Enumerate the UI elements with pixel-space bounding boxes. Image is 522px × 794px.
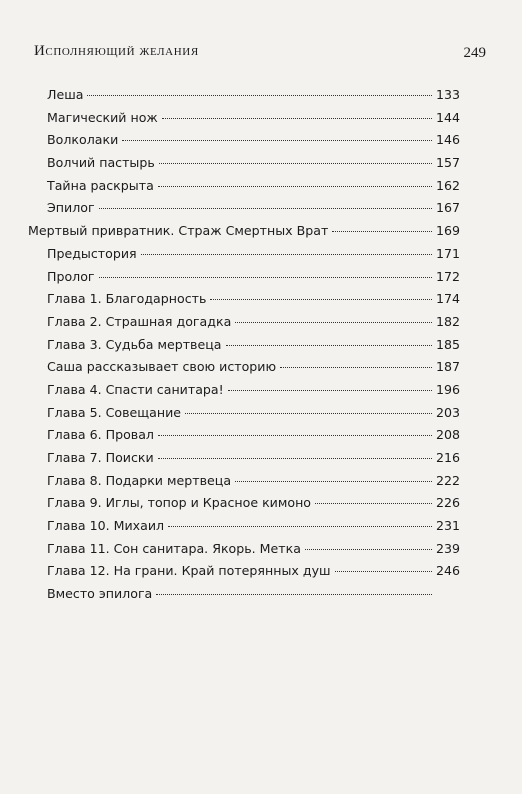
toc-entry-title: Волколаки xyxy=(47,132,119,148)
toc-entry-title: Глава 6. Провал xyxy=(47,427,154,443)
toc-entry xyxy=(28,473,460,496)
toc-entry xyxy=(28,269,460,292)
dot-leader xyxy=(280,367,432,368)
toc-entry-title: Предыстория xyxy=(47,245,137,261)
toc-entry-title: Эпилог xyxy=(47,200,95,216)
toc-entry-title: Саша рассказывает свою историю xyxy=(47,359,277,375)
toc-entry-page: 196 xyxy=(435,381,460,397)
toc-entry-title: Мертвый привратник. Страж Смертных Врат xyxy=(28,223,329,239)
toc-entry-title: Глава 8. Подарки мертвеца xyxy=(47,472,232,488)
toc-entry xyxy=(28,518,460,541)
dot-leader xyxy=(228,390,432,391)
toc-entry xyxy=(28,178,460,201)
dot-leader xyxy=(185,413,432,414)
dot-leader xyxy=(235,322,432,323)
dot-leader xyxy=(210,299,432,300)
dot-leader xyxy=(158,458,432,459)
dot-leader xyxy=(168,526,432,527)
dot-leader xyxy=(159,163,432,164)
dot-leader xyxy=(226,345,432,346)
running-title: Исполняющий желания xyxy=(34,43,199,59)
toc-entry-page: 172 xyxy=(435,268,460,284)
toc-entry-title: Глава 1. Благодарность xyxy=(47,291,207,307)
toc-entry-page: 167 xyxy=(435,200,460,216)
dot-leader xyxy=(332,231,432,232)
toc-entry xyxy=(28,132,460,155)
toc-entry-page: 133 xyxy=(435,87,460,102)
toc-entry-page: 239 xyxy=(435,540,460,556)
toc-entry-title: Магический нож xyxy=(47,109,158,125)
dot-leader xyxy=(99,208,432,209)
toc-entry xyxy=(28,337,460,360)
toc-entry-page: 203 xyxy=(435,404,460,420)
toc-entry xyxy=(28,155,460,178)
toc-entry xyxy=(28,495,460,518)
toc-entry-title: Глава 7. Поиски xyxy=(47,450,154,465)
dot-leader xyxy=(305,549,432,550)
toc-entry-page: 246 xyxy=(435,563,460,579)
toc-entry-title: Вместо эпилога xyxy=(47,586,153,602)
dot-leader xyxy=(315,503,432,504)
toc-entry xyxy=(28,450,460,473)
dot-leader xyxy=(335,571,432,572)
toc-entry-title: Тайна раскрыта xyxy=(47,177,154,193)
toc-entry xyxy=(28,359,460,382)
toc-entry-page: 222 xyxy=(435,472,460,488)
dot-leader xyxy=(235,481,432,482)
dot-leader xyxy=(99,277,432,278)
toc-entry xyxy=(28,382,460,405)
toc-entry-title: Леша xyxy=(47,87,84,102)
toc-entry-page: 174 xyxy=(435,291,460,307)
toc-entry-title: Глава 3. Судьба мертвеца xyxy=(47,336,222,352)
toc-entry-page: 157 xyxy=(435,155,460,171)
toc-entry-title: Волчий пастырь xyxy=(47,155,155,171)
toc-entry xyxy=(28,246,460,269)
toc-entry xyxy=(28,427,460,450)
dot-leader xyxy=(158,435,432,436)
toc-entry-title: Глава 12. На грани. Край потерянных душ xyxy=(47,563,331,579)
toc-entry xyxy=(28,200,460,223)
toc-entry xyxy=(28,223,460,246)
toc-entry-title: Глава 10. Михаил xyxy=(47,518,165,534)
page-header xyxy=(34,43,486,65)
toc-entry-title: Глава 9. Иглы, топор и Красное кимоно xyxy=(47,495,312,511)
toc-entry xyxy=(28,586,460,609)
toc-entry-title: Глава 11. Сон санитара. Якорь. Метка xyxy=(47,540,301,556)
dot-leader xyxy=(122,140,432,141)
toc-entry xyxy=(28,291,460,314)
toc-entry-title: Глава 2. Страшная догадка xyxy=(47,313,232,329)
page-number: 249 xyxy=(463,45,486,61)
toc-entry xyxy=(28,87,460,110)
toc-entry-page: 169 xyxy=(435,223,460,239)
dot-leader xyxy=(141,254,432,255)
dot-leader xyxy=(162,118,432,119)
dot-leader xyxy=(87,95,431,96)
toc-entry-title: Глава 5. Совещание xyxy=(47,404,182,420)
dot-leader xyxy=(156,594,432,595)
toc-entry xyxy=(28,314,460,337)
toc-entry xyxy=(28,405,460,428)
toc-entry xyxy=(28,541,460,564)
toc-entry-page: 208 xyxy=(435,427,460,443)
toc-entry xyxy=(28,563,460,586)
toc-entry-title: Пролог xyxy=(47,268,95,284)
toc-entry-page: 171 xyxy=(435,245,460,261)
toc-entry-page: 144 xyxy=(435,109,460,125)
toc-entry-page: 226 xyxy=(435,495,460,511)
table-of-contents xyxy=(28,87,460,609)
toc-entry-page: 146 xyxy=(435,132,460,148)
toc-entry-page: 216 xyxy=(435,450,460,465)
toc-entry-page: 182 xyxy=(435,313,460,329)
toc-entry-page: 185 xyxy=(435,336,460,352)
toc-entry-page: 162 xyxy=(435,177,460,193)
dot-leader xyxy=(158,186,432,187)
toc-entry-page: 187 xyxy=(435,359,460,375)
toc-entry-page: 231 xyxy=(435,518,460,534)
toc-entry-title: Глава 4. Спасти санитара! xyxy=(47,381,224,397)
toc-entry xyxy=(28,110,460,133)
